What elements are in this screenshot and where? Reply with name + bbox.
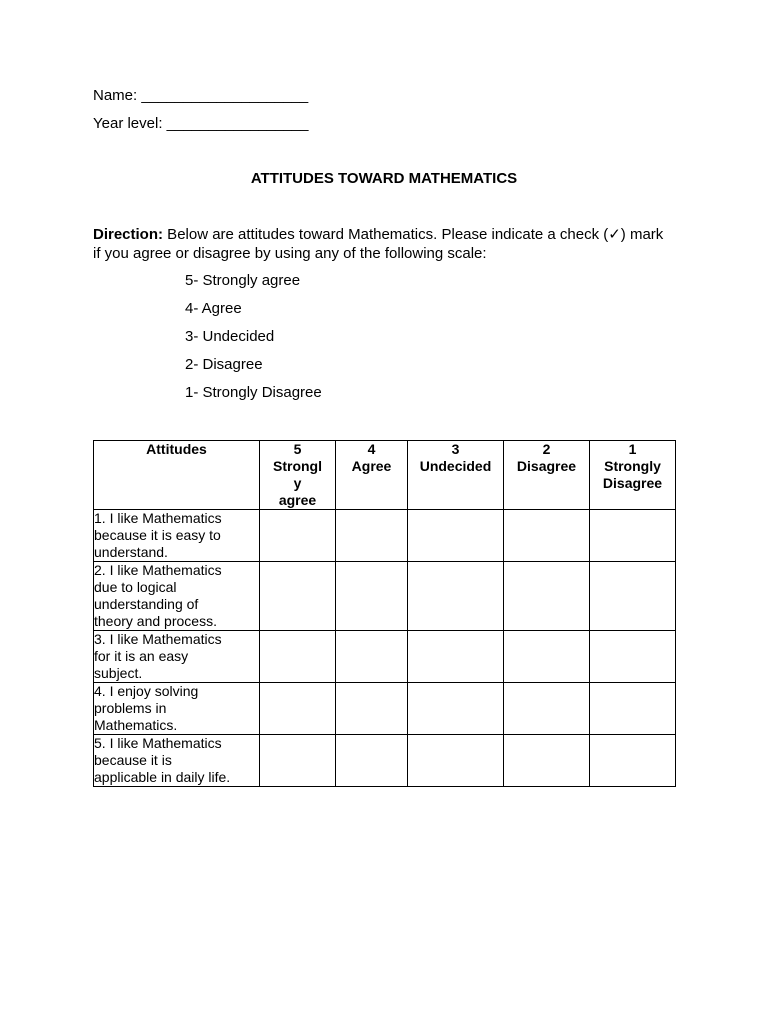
header-5-label-line3: agree <box>278 492 317 508</box>
attitude-4-line1: 4. I enjoy solving <box>94 683 199 699</box>
table-row <box>94 631 676 683</box>
header-3-label: Undecided <box>419 458 492 474</box>
attitude-item-2 <box>94 562 260 631</box>
header-undecided <box>408 441 504 510</box>
scale-item-4: 4- Agree <box>185 300 242 317</box>
direction-paragraph <box>93 225 668 263</box>
response-cell-strongly-disagree[interactable] <box>590 735 676 787</box>
response-cell-undecided[interactable] <box>408 735 504 787</box>
header-attitudes <box>94 441 260 510</box>
table-row <box>94 683 676 735</box>
attitude-1-line1: 1. I like Mathematics <box>94 510 222 526</box>
response-cell-strongly-agree[interactable] <box>260 562 336 631</box>
header-5-label-line1: Strongl <box>273 458 322 474</box>
attitude-2-line1: 2. I like Mathematics <box>94 562 222 578</box>
response-cell-strongly-agree[interactable] <box>260 683 336 735</box>
response-cell-agree[interactable] <box>336 510 408 562</box>
table-row <box>94 735 676 787</box>
response-cell-disagree[interactable] <box>504 735 590 787</box>
header-4-label: Agree <box>351 458 392 474</box>
response-cell-strongly-disagree[interactable] <box>590 562 676 631</box>
header-agree <box>336 441 408 510</box>
table-row <box>94 510 676 562</box>
page-title: ATTITUDES TOWARD MATHEMATICS <box>250 170 518 187</box>
attitude-5-line3: applicable in daily life. <box>94 769 231 785</box>
response-cell-agree[interactable] <box>336 735 408 787</box>
direction-text: Below are attitudes toward Mathematics. Please indicate a check (✓) mark if you agree or disagree by using any of the following scale: <box>93 226 664 262</box>
response-cell-strongly-agree[interactable] <box>260 735 336 787</box>
response-cell-disagree[interactable] <box>504 683 590 735</box>
name-field-label: Name: ____________________ <box>93 87 309 104</box>
table-header-row <box>94 441 676 510</box>
attitude-3-line1: 3. I like Mathematics <box>94 631 222 647</box>
attitude-item-4 <box>94 683 260 735</box>
response-cell-disagree[interactable] <box>504 631 590 683</box>
attitude-5-line2: because it is <box>94 752 172 768</box>
header-attitudes-label: Attitudes <box>146 441 207 457</box>
response-cell-agree[interactable] <box>336 631 408 683</box>
scale-item-1: 1- Strongly Disagree <box>185 384 322 401</box>
attitude-4-line3: Mathematics. <box>94 717 178 733</box>
response-cell-strongly-disagree[interactable] <box>590 683 676 735</box>
header-1-number: 1 <box>628 441 637 457</box>
response-cell-undecided[interactable] <box>408 683 504 735</box>
header-1-label-line2: Disagree <box>602 475 663 491</box>
attitude-2-line2: due to logical <box>94 579 177 595</box>
response-cell-agree[interactable] <box>336 562 408 631</box>
attitude-3-line3: subject. <box>94 665 143 681</box>
attitude-item-1 <box>94 510 260 562</box>
attitude-1-line2: because it is easy to <box>94 527 221 543</box>
header-2-label: Disagree <box>516 458 577 474</box>
direction-label: Direction: <box>93 226 164 243</box>
header-2-number: 2 <box>542 441 551 457</box>
response-cell-disagree[interactable] <box>504 562 590 631</box>
header-5-label-line2: y <box>293 475 302 491</box>
response-cell-strongly-disagree[interactable] <box>590 631 676 683</box>
scale-item-3: 3- Undecided <box>185 328 275 345</box>
attitude-5-line1: 5. I like Mathematics <box>94 735 222 751</box>
attitude-3-line2: for it is an easy <box>94 648 189 664</box>
header-strongly-disagree <box>590 441 676 510</box>
attitude-2-line4: theory and process. <box>94 613 217 629</box>
header-3-number: 3 <box>451 441 460 457</box>
year-level-field-label: Year level: _________________ <box>93 115 309 132</box>
header-disagree <box>504 441 590 510</box>
response-cell-undecided[interactable] <box>408 510 504 562</box>
scale-item-5: 5- Strongly agree <box>185 272 301 289</box>
attitude-2-line3: understanding of <box>94 596 199 612</box>
header-5-number: 5 <box>293 441 302 457</box>
attitude-item-5 <box>94 735 260 787</box>
attitude-item-3 <box>94 631 260 683</box>
response-cell-undecided[interactable] <box>408 631 504 683</box>
header-strongly-agree <box>260 441 336 510</box>
attitude-1-line3: understand. <box>94 544 168 560</box>
scale-item-2: 2- Disagree <box>185 356 263 373</box>
table-row <box>94 562 676 631</box>
response-cell-disagree[interactable] <box>504 510 590 562</box>
response-cell-strongly-agree[interactable] <box>260 631 336 683</box>
header-4-number: 4 <box>367 441 376 457</box>
response-cell-agree[interactable] <box>336 683 408 735</box>
header-1-label-line1: Strongly <box>604 458 661 474</box>
response-cell-strongly-agree[interactable] <box>260 510 336 562</box>
attitude-4-line2: problems in <box>94 700 167 716</box>
response-cell-undecided[interactable] <box>408 562 504 631</box>
response-cell-strongly-disagree[interactable] <box>590 510 676 562</box>
attitudes-table <box>93 440 676 787</box>
